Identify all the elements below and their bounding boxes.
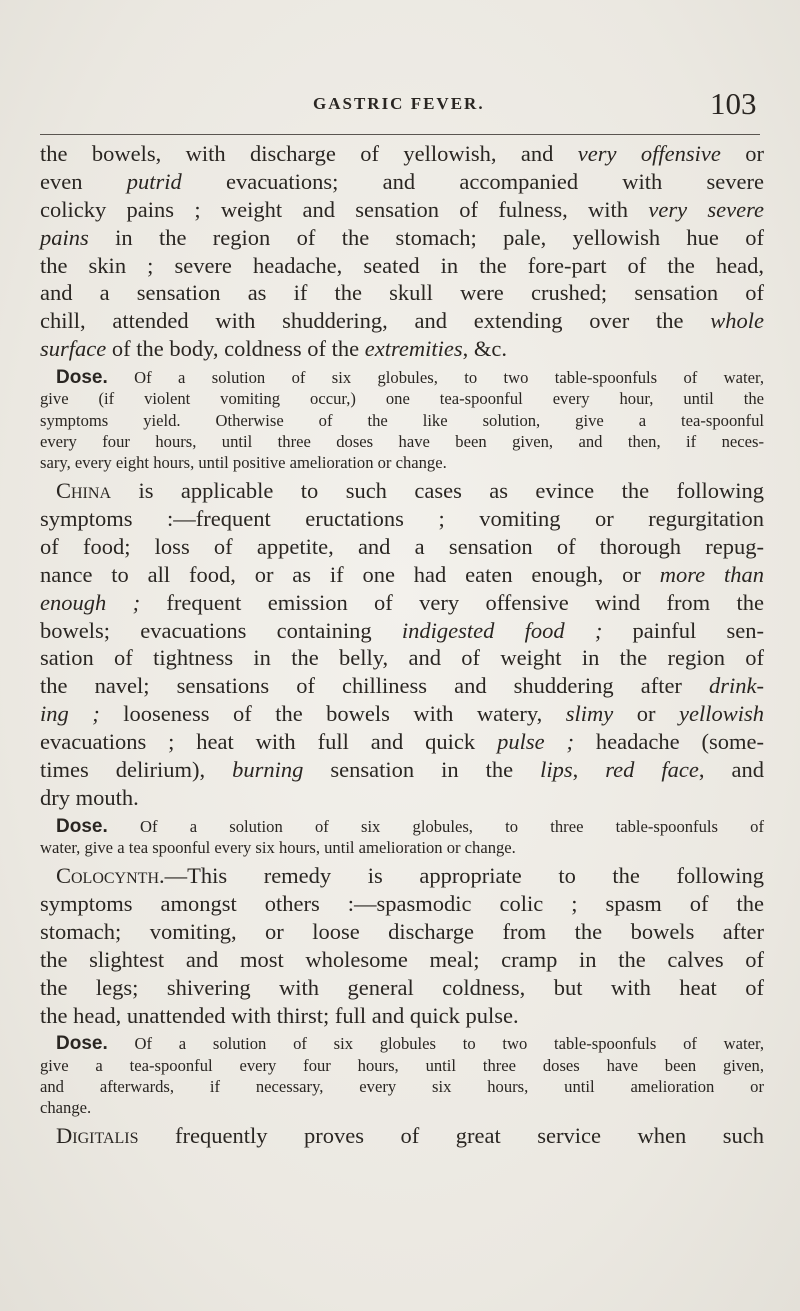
italic-run: surface xyxy=(40,336,107,362)
paragraph-digitalis xyxy=(40,1122,764,1150)
text-line xyxy=(40,224,764,252)
text-line xyxy=(40,335,764,363)
text-run: evacuations; and accompanied with severe xyxy=(225,168,764,194)
text-line: symptoms amongst others :—spasmodic colic ; spasm of the xyxy=(40,891,764,917)
italic-run: putrid xyxy=(126,168,182,194)
text-run: or xyxy=(636,701,656,727)
text-run: , &c. xyxy=(462,336,508,362)
text-line: stomach; vomiting, or loose discharge from the bowels after xyxy=(40,918,764,944)
italic-run: drink- xyxy=(709,673,764,699)
paragraph-china xyxy=(40,477,764,812)
italic-run: very offensive xyxy=(577,141,721,166)
text-line xyxy=(40,307,764,335)
text-line xyxy=(40,617,764,645)
text-run: is applicable to such cases as evince the following xyxy=(138,478,764,504)
text-run: the bowels, with discharge of yellowish, and xyxy=(40,141,554,166)
text-line xyxy=(40,1033,764,1054)
text-line: symptoms :—frequent eructations ; vomiting or regurgitation xyxy=(40,505,764,531)
text-line: the slightest and most wholesome meal; cramp in the calves of xyxy=(40,946,764,972)
text-run: evacuations ; heat with full and quick xyxy=(40,729,476,755)
text-line xyxy=(40,589,764,617)
text-run: Of a solution of six globules, to three table-spoonfuls of xyxy=(139,816,764,836)
text-line: dry mouth. xyxy=(40,784,139,810)
dose-label: Dose. xyxy=(56,815,108,837)
remedy-name: China xyxy=(56,478,111,504)
italic-run: enough ; xyxy=(40,589,141,615)
text-run: , and xyxy=(698,756,765,782)
italic-run: burning xyxy=(232,756,304,782)
italic-run: slimy xyxy=(565,701,614,727)
text-line: and afterwards, if necessary, every six hours, until amelioration or xyxy=(40,1076,764,1096)
italic-run: yellowish xyxy=(679,701,765,727)
text-run: painful sen- xyxy=(632,617,764,643)
text-run: frequently proves of great service when such xyxy=(175,1123,765,1149)
text-line xyxy=(40,816,764,837)
running-head xyxy=(0,86,800,126)
text-line xyxy=(40,756,764,784)
dose-note xyxy=(40,1033,764,1118)
italic-run: lips xyxy=(540,756,573,782)
text-run: headache (some- xyxy=(595,729,764,755)
text-line xyxy=(40,367,764,388)
italic-run: pains xyxy=(40,224,89,250)
text-line: water, give a tea spoonful every six hours, until amelioration or change. xyxy=(40,837,516,857)
dose-label: Dose. xyxy=(56,1033,108,1055)
text-line: sation of tightness in the belly, and of weight in the region of xyxy=(40,645,764,671)
text-line: the head, unattended with thirst; full and quick pulse. xyxy=(40,1002,519,1028)
text-line xyxy=(40,168,764,196)
text-line xyxy=(40,140,764,168)
text-run: the navel; sensations of chilliness and shuddering after xyxy=(40,673,682,699)
page-number: 103 xyxy=(710,86,757,121)
text-line: and a sensation as if the skull were crushed; sensation of xyxy=(40,280,764,306)
text-run: bowels; evacuations containing xyxy=(40,617,372,643)
text-run: in the region of the stomach; pale, yellowish hue of xyxy=(115,224,765,250)
text-line: the legs; shivering with general coldness, but with heat of xyxy=(40,974,764,1000)
italic-run: extremities xyxy=(364,336,463,362)
text-line xyxy=(40,728,764,756)
italic-run: very severe xyxy=(648,196,765,222)
text-line xyxy=(40,561,764,589)
text-run: frequent emission of very offensive wind from the xyxy=(166,589,765,615)
dose-note xyxy=(40,367,764,473)
dose-note xyxy=(40,816,764,858)
text-line: every four hours, until three doses have been given, and then, if neces- xyxy=(40,431,764,451)
text-run: , xyxy=(572,756,579,782)
text-run: times delirium), xyxy=(40,756,206,782)
text-run: nance to all food, or as if one had eaten enough, or xyxy=(40,561,641,587)
text-run: chill, attended with shuddering, and extending over the xyxy=(40,308,684,334)
text-line: give a tea-spoonful every four hours, until three doses have been given, xyxy=(40,1055,764,1075)
text-line: symptoms yield. Otherwise of the like solution, give a tea-spoonful xyxy=(40,410,764,430)
text-run: of the body, coldness of the xyxy=(111,336,360,362)
italic-run: whole xyxy=(710,308,764,334)
text-line: the skin ; severe headache, seated in the fore-part of the head, xyxy=(40,252,764,278)
running-title: GASTRIC FEVER. xyxy=(313,94,485,113)
italic-run: more than xyxy=(659,561,765,587)
header-rule xyxy=(40,134,760,135)
text-run: colicky pains ; weight and sensation of fulness, with xyxy=(40,196,629,222)
text-line: change. xyxy=(40,1098,92,1118)
italic-run: red face xyxy=(605,756,699,782)
text-line xyxy=(40,700,764,728)
paragraph-symptoms xyxy=(40,140,764,363)
remedy-name: Colocynth. xyxy=(56,863,165,889)
dose-label: Dose. xyxy=(56,367,108,389)
text-line xyxy=(40,196,764,224)
text-run: —This remedy is appropriate to the following xyxy=(164,863,764,889)
italic-run: pulse ; xyxy=(497,729,574,755)
page-text xyxy=(40,140,764,1150)
text-line xyxy=(40,672,764,700)
text-line xyxy=(40,862,764,890)
text-line: give (if violent vomiting occur,) one tea-spoonful every hour, until the xyxy=(40,389,764,409)
text-run: Of a solution of six globules to two table-spoonfuls of water, xyxy=(134,1034,764,1054)
text-run: Of a solution of six globules, to two table-spoonfuls of water, xyxy=(134,368,764,388)
italic-run: indigested food ; xyxy=(401,617,603,643)
text-run: looseness of the bowels with watery, xyxy=(123,701,543,727)
paragraph-colocynth xyxy=(40,862,764,1029)
text-line xyxy=(40,477,764,505)
text-run: or xyxy=(745,141,765,166)
italic-run: ing ; xyxy=(40,701,100,727)
text-line: of food; loss of appetite, and a sensation of thorough repug- xyxy=(40,533,764,559)
text-run: sensation in the xyxy=(330,756,514,782)
remedy-name: Digitalis xyxy=(56,1123,139,1149)
text-run: even xyxy=(40,168,83,194)
text-line: sary, every eight hours, until positive amelioration or change. xyxy=(40,452,447,472)
text-line xyxy=(40,1122,764,1150)
